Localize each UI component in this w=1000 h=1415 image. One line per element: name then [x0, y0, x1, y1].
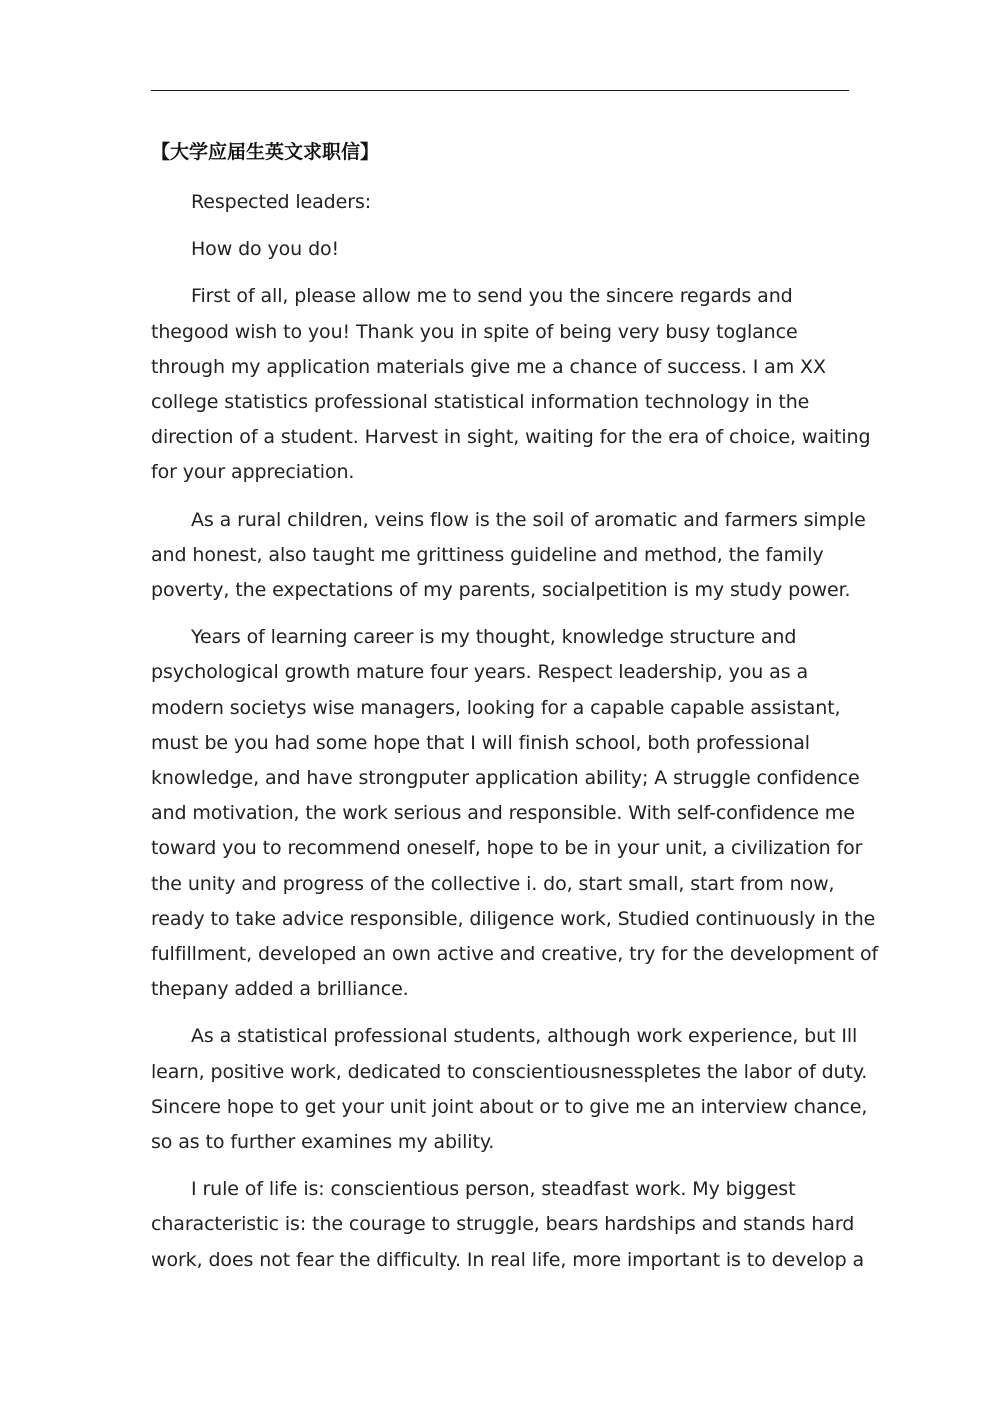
header-rule: [151, 90, 849, 91]
text-line: Sincere hope to get your unit joint about or to give me an interview chance,: [151, 1095, 868, 1118]
greeting-paragraph: [151, 232, 841, 267]
text-line: the unity and progress of the collective i. do, start small, start from now,: [151, 872, 835, 895]
text-line: for your appreciation.: [151, 461, 355, 484]
text-line: Years of learning career is my thought, knowledge structure and: [191, 626, 797, 649]
text-line: fulfillment, developed an own active and creative, try for the development of: [151, 943, 879, 966]
text-line: thegood wish to you! Thank you in spite of being very busy toglance: [151, 320, 798, 343]
document-title: 【大学应届生英文求职信】: [151, 141, 380, 163]
text-line: characteristic is: the courage to struggle, bears hardships and stands hard: [151, 1213, 855, 1236]
body-paragraph-4: [151, 1019, 868, 1160]
body-paragraph-3: [151, 620, 879, 1007]
text-line: Respected leaders:: [191, 191, 372, 213]
body-paragraph-1: [151, 279, 871, 490]
text-line: direction of a student. Harvest in sight, waiting for the era of choice, waiting: [151, 426, 871, 449]
text-line: so as to further examines my ability.: [151, 1131, 495, 1154]
text-line: and honest, also taught me grittiness guideline and method, the family: [151, 543, 824, 566]
salutation-paragraph: [151, 185, 841, 220]
body-paragraph-2: [151, 503, 866, 609]
text-line: poverty, the expectations of my parents, socialpetition is my study power.: [151, 579, 851, 602]
text-line: I rule of life is: conscientious person, steadfast work. My biggest: [191, 1178, 796, 1201]
text-line: As a statistical professional students, although work experience, but Ill: [191, 1025, 858, 1048]
text-line: learn, positive work, dedicated to conscientiousnesspletes the labor of duty.: [151, 1060, 868, 1083]
text-line: First of all, please allow me to send you the sincere regards and: [191, 285, 793, 308]
text-line: and motivation, the work serious and responsible. With self-confidence me: [151, 802, 855, 825]
body-paragraph-5: [151, 1172, 865, 1278]
document-body: [151, 131, 879, 1290]
text-line: knowledge, and have strongputer application ability; A struggle confidence: [151, 767, 860, 790]
text-line: modern societys wise managers, looking for a capable capable assistant,: [151, 696, 841, 719]
text-line: toward you to recommend oneself, hope to be in your unit, a civilization for: [151, 837, 863, 860]
text-line: thepany added a brilliance.: [151, 978, 409, 1001]
text-line: must be you had some hope that I will finish school, both professional: [151, 731, 810, 754]
text-line: college statistics professional statistical information technology in the: [151, 391, 810, 414]
text-line: work, does not fear the difficulty. In real life, more important is to develop a: [151, 1248, 865, 1271]
text-line: psychological growth mature four years. Respect leadership, you as a: [151, 661, 808, 684]
text-line: ready to take advice responsible, diligence work, Studied continuously in the: [151, 907, 876, 930]
text-line: through my application materials give me a chance of success. I am XX: [151, 355, 826, 378]
text-line: How do you do!: [191, 238, 340, 261]
text-line: As a rural children, veins flow is the soil of aromatic and farmers simple: [191, 508, 866, 531]
